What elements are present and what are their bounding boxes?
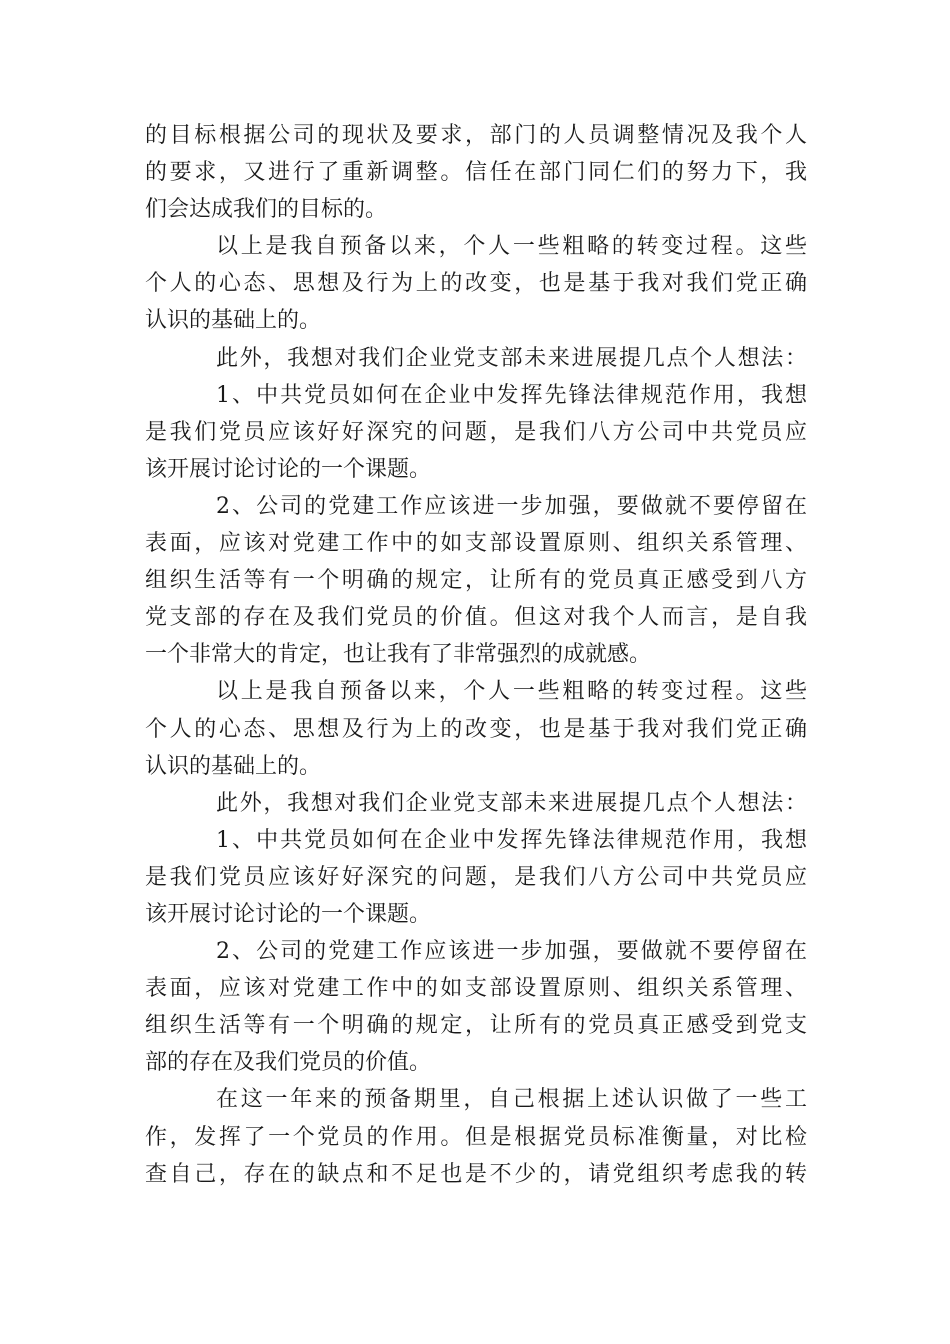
text-line: 此外，我想对我们企业党支部未来进展提几点个人想法：: [216, 345, 807, 371]
text-line: 一个非常大的肯定，也让我有了非常强烈的成就感。: [145, 642, 652, 668]
text-line: 的要求，又进行了重新调整。信任在部门同仁们的努力下，我: [145, 160, 807, 186]
text-line: 以上是我自预备以来，个人一些粗略的转变过程。这些: [216, 679, 807, 705]
text-line: 查自己，存在的缺点和不足也是不少的，请党组织考虑我的转: [145, 1161, 807, 1187]
text-line: 1、中共党员如何在企业中发挥先锋法律规范作用，我想: [216, 382, 807, 408]
text-line: 表面，应该对党建工作中的如支部设置原则、组织关系管理、: [145, 976, 807, 1002]
text-line: 认识的基础上的。: [145, 308, 322, 334]
text-line: 组织生活等有一个明确的规定，让所有的党员真正感受到八方: [145, 568, 807, 594]
text-line: 个人的心态、思想及行为上的改变，也是基于我对我们党正确: [145, 716, 807, 742]
text-line: 部的存在及我们党员的价值。: [145, 1050, 432, 1076]
text-line: 组织生活等有一个明确的规定，让所有的党员真正感受到党支: [145, 1013, 807, 1039]
text-line: 该开展讨论讨论的一个课题。: [145, 456, 432, 482]
text-line: 表面，应该对党建工作中的如支部设置原则、组织关系管理、: [145, 531, 807, 557]
text-line: 们会达成我们的目标的。: [145, 197, 388, 223]
text-line: 在这一年来的预备期里，自己根据上述认识做了一些工: [216, 1087, 807, 1113]
text-line: 是我们党员应该好好深究的问题，是我们八方公司中共党员应: [145, 864, 807, 890]
text-line: 的目标根据公司的现状及要求，部门的人员调整情况及我个人: [145, 123, 807, 148]
body-text: [145, 117, 807, 1193]
text-line: 是我们党员应该好好深究的问题，是我们八方公司中共党员应: [145, 419, 807, 445]
text-line: 党支部的存在及我们党员的价值。但这对我个人而言，是自我: [145, 605, 807, 631]
text-line: 2、公司的党建工作应该进一步加强，要做就不要停留在: [216, 493, 807, 519]
text-line: 作，发挥了一个党员的作用。但是根据党员标准衡量，对比检: [145, 1124, 807, 1150]
text-line: 认识的基础上的。: [145, 753, 322, 779]
text-line: 个人的心态、思想及行为上的改变，也是基于我对我们党正确: [145, 271, 807, 297]
text-line: 此外，我想对我们企业党支部未来进展提几点个人想法：: [216, 790, 807, 816]
text-line: 该开展讨论讨论的一个课题。: [145, 901, 432, 927]
text-line: 1、中共党员如何在企业中发挥先锋法律规范作用，我想: [216, 827, 807, 853]
text-line: 以上是我自预备以来，个人一些粗略的转变过程。这些: [216, 234, 807, 260]
text-line: 2、公司的党建工作应该进一步加强，要做就不要停留在: [216, 939, 807, 965]
